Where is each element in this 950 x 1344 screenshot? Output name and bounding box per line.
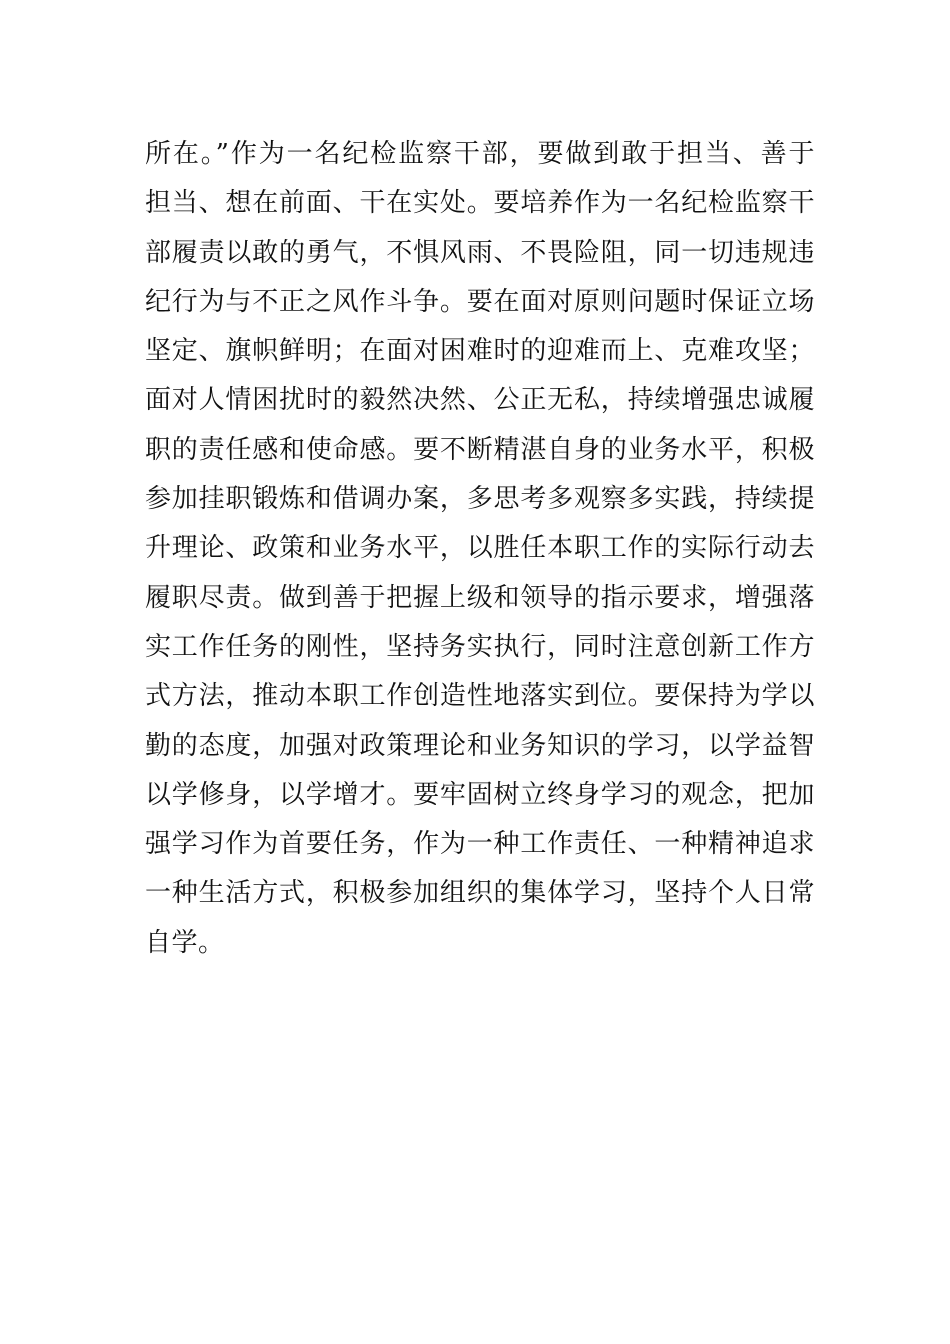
- paragraph-line-6: 面对人情困扰时的毅然决然、公正无私，持续增强忠诚履: [145, 385, 815, 416]
- paragraph-line-8: 参加挂职锻炼和借调办案，多思考多观察多实践，持续提: [145, 484, 815, 515]
- paragraph-line-4: 纪行为与不正之风作斗争。要在面对原则问题时保证立场: [145, 286, 815, 317]
- paragraph-line-12: 式方法，推动本职工作创造性地落实到位。要保持为学以: [145, 681, 815, 712]
- paragraph-line-7: 职的责任感和使命感。要不断精湛自身的业务水平，积极: [145, 434, 815, 465]
- paragraph-line-14: 以学修身，以学增才。要牢固树立终身学习的观念，把加: [145, 779, 815, 810]
- body-paragraph: [145, 130, 815, 968]
- paragraph-line-13: 勤的态度，加强对政策理论和业务知识的学习，以学益智: [145, 730, 815, 761]
- paragraph-line-11: 实工作任务的刚性，坚持务实执行，同时注意创新工作方: [145, 631, 815, 662]
- paragraph-line-9: 升理论、政策和业务水平，以胜任本职工作的实际行动去: [145, 533, 815, 564]
- paragraph-line-15: 强学习作为首要任务，作为一种工作责任、一种精神追求: [145, 829, 815, 860]
- paragraph-line-5: 坚定、旗帜鲜明；在面对困难时的迎难而上、克难攻坚；: [145, 336, 815, 367]
- paragraph-line-16: 一种生活方式，积极参加组织的集体学习，坚持个人日常: [145, 878, 815, 909]
- paragraph-line-17: 自学。: [145, 927, 225, 958]
- paragraph-line-10: 履职尽责。做到善于把握上级和领导的指示要求，增强落: [145, 582, 815, 613]
- paragraph-line-2: 担当、想在前面、干在实处。要培养作为一名纪检监察干: [145, 188, 815, 219]
- paragraph-line-3: 部履责以敢的勇气，不惧风雨、不畏险阻，同一切违规违: [145, 237, 815, 268]
- paragraph-line-1: 所在。”作为一名纪检监察干部，要做到敢于担当、善于: [145, 139, 815, 169]
